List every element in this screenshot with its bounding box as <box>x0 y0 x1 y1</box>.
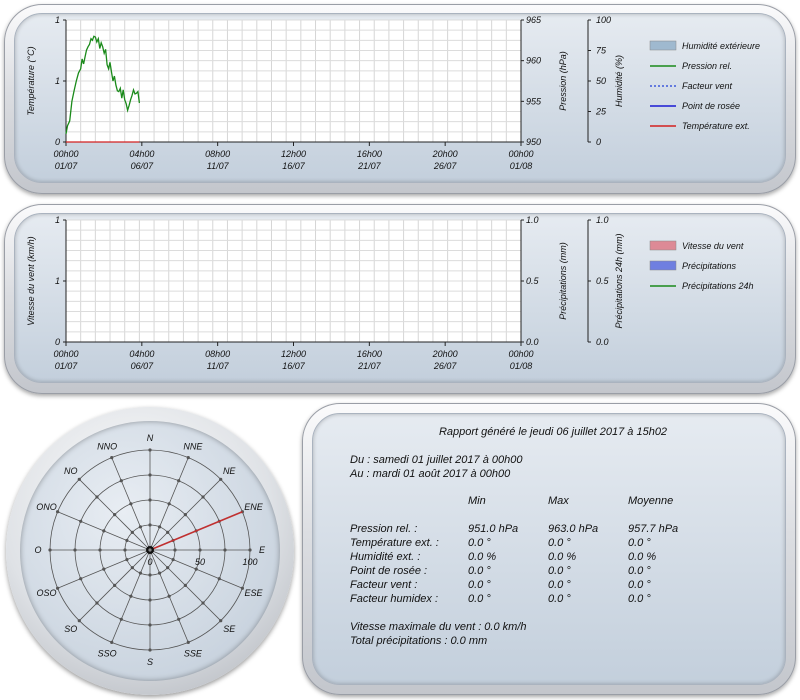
rose-radial-label: 0 <box>147 557 153 567</box>
rose-direction-label: SSO <box>97 648 117 659</box>
rose-tick-dot <box>187 456 190 459</box>
rose-radial-label: 100 <box>242 557 258 567</box>
rose-center-pin <box>148 548 151 551</box>
rose-tick-dot <box>201 601 204 604</box>
rose-direction-label: OSO <box>36 587 57 598</box>
rose-tick-dot <box>223 548 226 551</box>
rose-tick-dot <box>125 558 128 561</box>
rose-radial-label: 50 <box>194 557 206 567</box>
report-row-label: Point de rosée : <box>350 565 428 577</box>
x-tick-label: 12h00 <box>280 349 307 359</box>
rose-tick-dot <box>184 513 187 516</box>
legend-label: Facteur vent <box>682 81 733 91</box>
y-axis-label-left: Vitesse du vent (km/h) <box>26 236 36 326</box>
report-row-max: 0.0 % <box>548 551 577 563</box>
y-tick-label-right: 0.5 <box>526 276 539 286</box>
report-total-rain: Total précipitations : 0.0 mm <box>350 635 488 647</box>
rose-direction-label: O <box>34 545 42 555</box>
report-row-avg: 957.7 hPa <box>628 523 679 535</box>
legend-label: Précipitations 24h <box>682 281 754 291</box>
rose-tick-dot <box>148 598 151 601</box>
rose-tick-dot <box>73 548 76 551</box>
rose-tick-dot <box>166 531 169 534</box>
x-tick-label: 21/07 <box>358 161 381 171</box>
report-row-max: 0.0 ° <box>548 593 571 605</box>
rose-tick-dot <box>198 548 201 551</box>
rose-direction-label: E <box>258 545 266 555</box>
x-tick-label: 21/07 <box>358 361 381 371</box>
temperature-pressure-chart <box>0 0 800 200</box>
rose-direction-label: S <box>146 657 154 667</box>
rose-tick-dot <box>148 573 151 576</box>
rose-tick-dot <box>148 523 151 526</box>
rose-tick-dot <box>123 548 126 551</box>
report-row-min: 0.0 % <box>468 551 497 563</box>
rose-tick-dot <box>148 473 151 476</box>
rose-tick-dot <box>248 548 251 551</box>
report-row-avg: 0.0 ° <box>628 593 651 605</box>
report-row-max: 0.0 ° <box>548 565 571 577</box>
y-tick-label-right: 950 <box>526 137 542 147</box>
x-tick-label: 16h00 <box>356 149 382 159</box>
report-header-max: Max <box>548 495 569 507</box>
legend-swatch <box>650 241 676 250</box>
report-row-label: Température ext. : <box>350 537 439 549</box>
report-row-min: 0.0 ° <box>468 593 491 605</box>
rose-tick-dot <box>113 584 116 587</box>
x-tick-label: 01/07 <box>54 361 78 371</box>
x-tick-label: 16/07 <box>282 361 305 371</box>
report-row-label: Pression rel. : <box>350 523 418 535</box>
report-row-avg: 0.0 % <box>628 551 657 563</box>
report-row-min: 0.0 ° <box>468 565 491 577</box>
rose-direction-label: NNE <box>183 441 203 452</box>
rose-tick-dot <box>129 502 132 505</box>
x-tick-label: 06/07 <box>130 161 154 171</box>
report-row-label: Humidité ext. : <box>350 551 421 563</box>
y-tick-label-right-secondary: 25 <box>596 106 607 117</box>
report-row-max: 0.0 ° <box>548 537 571 549</box>
y-tick-label-right-secondary: 0.5 <box>596 276 609 286</box>
y-tick-label-right-secondary: 0.0 <box>596 337 609 347</box>
legend-label: Point de rosée <box>682 101 741 111</box>
rose-tick-dot <box>148 648 151 651</box>
rose-tick-dot <box>110 456 113 459</box>
report-row-avg: 0.0 ° <box>628 579 651 591</box>
rose-direction-label: ESE <box>244 587 263 598</box>
x-tick-label: 11/07 <box>206 161 229 171</box>
legend-swatch <box>650 261 676 270</box>
report-row-min: 0.0 ° <box>468 579 491 591</box>
x-tick-label: 00h00 <box>53 149 79 159</box>
x-tick-label: 20h00 <box>432 149 458 159</box>
rose-tick-dot <box>48 548 51 551</box>
rose-tick-dot <box>219 478 222 481</box>
plot-area <box>26 215 754 371</box>
x-tick-label: 01/07 <box>54 161 78 171</box>
legend-label: Humidité extérieure <box>682 41 761 51</box>
rose-tick-dot <box>131 566 134 569</box>
y-tick-label-right-secondary: 0 <box>596 137 602 147</box>
x-tick-label: 00h00 <box>508 149 534 159</box>
y-tick-label-left: 1 <box>54 15 60 25</box>
x-tick-label: 04h00 <box>129 349 155 359</box>
y-tick-label-right: 0.0 <box>526 337 539 347</box>
x-tick-label: 06/07 <box>130 361 154 371</box>
y-axis-label-right: Précipitations (mm) <box>558 242 568 320</box>
rose-tick-dot <box>78 619 81 622</box>
y-tick-label-right: 955 <box>526 96 542 107</box>
rose-direction-label: N <box>146 433 154 443</box>
rose-tick-dot <box>139 571 142 574</box>
rose-tick-dot <box>173 548 176 551</box>
report-row-min: 0.0 ° <box>468 537 491 549</box>
report-row-avg: 0.0 ° <box>628 565 651 577</box>
x-tick-label: 08h00 <box>205 149 231 159</box>
rose-tick-dot <box>218 577 221 580</box>
rose-tick-dot <box>171 558 174 561</box>
y-tick-label-right: 960 <box>526 55 542 66</box>
rose-tick-dot <box>184 584 187 587</box>
rose-direction-label: ENE <box>244 502 263 513</box>
rose-direction-label: NO <box>64 465 78 476</box>
rose-direction-label: SE <box>223 624 236 635</box>
x-tick-label: 12h00 <box>280 149 307 159</box>
y-axis-label-right-secondary: Humidité (%) <box>614 54 624 108</box>
report-header-min: Min <box>468 495 486 507</box>
x-tick-label: 04h00 <box>129 149 155 159</box>
rose-tick-dot <box>131 531 134 534</box>
y-tick-label-left: 1 <box>54 215 60 225</box>
report-row-avg: 0.0 ° <box>628 537 651 549</box>
x-tick-label: 20h00 <box>432 349 458 359</box>
wind-rose-chart <box>0 400 300 700</box>
report-max-wind: Vitesse maximale du vent : 0.0 km/h <box>350 621 527 633</box>
rose-direction-label: SO <box>64 624 78 635</box>
y-tick-label-right: 965 <box>526 15 542 25</box>
legend-swatch <box>650 41 676 50</box>
rose-tick-dot <box>102 529 105 532</box>
report-content <box>318 414 788 682</box>
y-tick-label-right-secondary: 100 <box>596 15 612 25</box>
x-tick-label: 16/07 <box>282 161 305 171</box>
rose-tick-dot <box>168 502 171 505</box>
y-tick-label-right-secondary: 75 <box>596 45 607 56</box>
y-axis-label-right: Pression (hPa) <box>558 51 568 111</box>
rose-tick-dot <box>177 479 180 482</box>
rose-tick-dot <box>219 619 222 622</box>
y-axis-label-right-secondary: Précipitations 24h (mm) <box>614 233 624 329</box>
rose-tick-dot <box>113 513 116 516</box>
x-tick-label: 00h00 <box>508 349 534 359</box>
rose-tick-dot <box>195 568 198 571</box>
rose-tick-dot <box>139 525 142 528</box>
legend-label: Vitesse du vent <box>682 241 744 251</box>
rose-tick-dot <box>148 448 151 451</box>
rose-tick-dot <box>168 595 171 598</box>
y-tick-label-right-secondary: 50 <box>596 76 607 86</box>
rose-tick-dot <box>95 495 98 498</box>
report-to: Au : mardi 01 août 2017 à 00h00 <box>350 468 511 480</box>
wind-rain-chart <box>0 200 800 400</box>
rose-tick-dot <box>98 548 101 551</box>
rose-direction-label: SSE <box>183 648 202 659</box>
x-tick-label: 16h00 <box>356 349 382 359</box>
report-from: Du : samedi 01 juillet 2017 à 00h00 <box>350 454 523 466</box>
rose-direction-label: NNO <box>97 441 118 452</box>
y-tick-label-left: 1 <box>54 276 60 286</box>
y-tick-label-left: 0 <box>54 337 60 347</box>
y-axis-label-left: Température (°C) <box>26 46 36 116</box>
rose-tick-dot <box>177 618 180 621</box>
report-row-max: 0.0 ° <box>548 579 571 591</box>
y-tick-label-right-secondary: 1.0 <box>596 215 609 225</box>
y-tick-label-left: 1 <box>54 76 60 86</box>
x-tick-label: 00h00 <box>53 349 79 359</box>
x-tick-label: 01/08 <box>509 161 533 171</box>
rose-tick-dot <box>79 577 82 580</box>
report-row-label: Facteur humidex : <box>350 593 439 605</box>
rose-tick-dot <box>158 525 161 528</box>
rose-tick-dot <box>78 478 81 481</box>
rose-tick-dot <box>148 498 151 501</box>
rose-tick-dot <box>166 566 169 569</box>
rose-tick-dot <box>120 479 123 482</box>
legend-label: Température ext. <box>682 121 750 131</box>
x-tick-label: 08h00 <box>205 349 231 359</box>
rose-tick-dot <box>201 495 204 498</box>
x-tick-label: 26/07 <box>433 361 457 371</box>
rose-tick-dot <box>187 641 190 644</box>
rose-tick-dot <box>129 595 132 598</box>
report-row-label: Facteur vent : <box>350 579 418 591</box>
x-tick-label: 26/07 <box>433 161 457 171</box>
rose-tick-dot <box>125 539 128 542</box>
rose-tick-dot <box>79 520 82 523</box>
x-tick-label: 01/08 <box>509 361 533 371</box>
rose-tick-dot <box>148 623 151 626</box>
rose-tick-dot <box>158 571 161 574</box>
report-title: Rapport généré le jeudi 06 juillet 2017 à 15h02 <box>438 426 668 438</box>
x-tick-label: 11/07 <box>206 361 229 371</box>
rose-tick-dot <box>120 618 123 621</box>
legend-label: Précipitations <box>682 261 737 271</box>
rose-direction-label: ONO <box>36 502 57 513</box>
rose-tick-dot <box>110 641 113 644</box>
report-row-max: 963.0 hPa <box>548 523 599 535</box>
legend-label: Pression rel. <box>682 61 733 71</box>
rose-tick-dot <box>102 568 105 571</box>
rose-direction-label: NE <box>222 465 236 476</box>
y-tick-label-left: 0 <box>54 137 60 147</box>
report-header-avg: Moyenne <box>628 495 674 507</box>
y-tick-label-right: 1.0 <box>526 215 539 225</box>
report-row-min: 951.0 hPa <box>468 523 519 535</box>
rose-tick-dot <box>95 601 98 604</box>
